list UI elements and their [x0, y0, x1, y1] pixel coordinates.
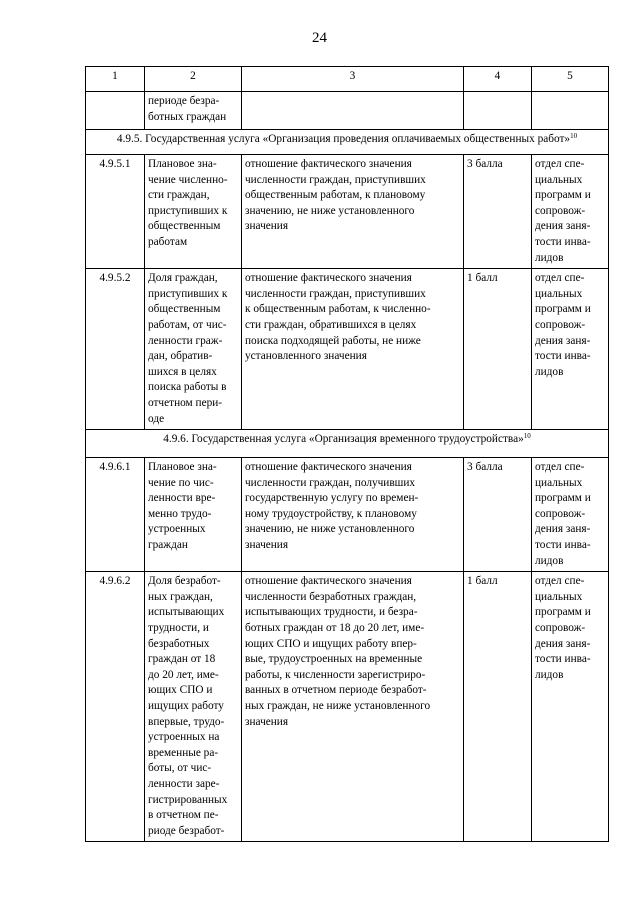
indicator-department: отдел спе- циальных программ и сопровож- дения заня- тости инва- лидов: [532, 458, 609, 572]
indicator-points: 1 балл: [464, 572, 532, 842]
continuation-row: [86, 92, 609, 130]
indicator-name: Доля граждан, приступивших к общественным работам, от чис- ленности граж- дан, обратив- шихся в целях поиска работы в отчетном пери- оде: [145, 269, 242, 430]
indicator-formula: отношение фактического значения численности граждан, получивших государственную услугу по времен- ному трудоустройству, к плановому значению, не ниже установленного значения: [242, 458, 464, 572]
indicator-formula: отношение фактического значения численности граждан, приступивших к общественным работам, к численно- сти граждан, обратившихся в целях поиска подходящей работы, не ниже установленного значения: [242, 269, 464, 430]
section-heading-row: [86, 430, 609, 458]
indicator-number: 4.9.6.1: [86, 458, 145, 572]
indicator-name: Плановое зна- чение по чис- ленности вре- менно трудо- устроенных граждан: [145, 458, 242, 572]
column-header-1: 1: [86, 67, 145, 92]
table-row: [86, 572, 609, 842]
indicator-name: Доля безработ- ных граждан, испытывающих трудности, и безработных граждан от 18 до 20 лет, име- ющих СПО и ищущих работу впервые, трудо- устроенных на временные ра- боты, от чис- ленности заре- гистрированных в отчетном пе- риоде безработ-: [145, 572, 242, 842]
indicator-points: 3 балла: [464, 458, 532, 572]
section-title: 4.9.5. Государственная услуга «Организация проведения оплачиваемых общественных работ»: [116, 133, 571, 145]
indicator-formula: отношение фактического значения численности граждан, приступивших общественным работам, к плановому значению, не ниже установленного значения: [242, 155, 464, 269]
indicator-name: Плановое зна- чение численно- сти граждан, приступивших к общественным работам: [145, 155, 242, 269]
footnote-marker: 10: [523, 432, 531, 441]
section-heading-4-9-6: [86, 430, 609, 458]
indicator-formula: отношение фактического значения численности безработных граждан, испытывающих трудности, и безра- ботных граждан от 18 до 20 лет, име- ющих СПО и ищущих работу впер- вые, трудоустроенных на временные работы, к численности зарегистриро- ванных в отчетном периоде безработ- ных граждан, не ниже установленного значения: [242, 572, 464, 842]
indicator-number: 4.9.5.2: [86, 269, 145, 430]
page-number: 24: [312, 30, 327, 46]
continuation-dept: [532, 92, 609, 130]
column-header-3: 3: [242, 67, 464, 92]
section-title: 4.9.6. Государственная услуга «Организация временного трудоустройства»: [163, 433, 524, 446]
table-row: [86, 155, 609, 269]
continuation-formula: [242, 92, 464, 130]
column-header-4: 4: [464, 67, 532, 92]
footnote-marker: 10: [570, 132, 578, 140]
table-header-row: [86, 67, 609, 92]
section-heading-4-9-5: [86, 130, 609, 155]
table-row: [86, 458, 609, 572]
indicator-department: отдел спе- циальных программ и сопровож- дения заня- тости инва- лидов: [532, 572, 609, 842]
indicator-department: отдел спе- циальных программ и сопровож- дения заня- тости инва- лидов: [532, 155, 609, 269]
continuation-number: [86, 92, 145, 130]
section-heading-row: [86, 130, 609, 155]
indicator-department: отдел спе- циальных программ и сопровож- дения заня- тости инва- лидов: [532, 269, 609, 430]
indicator-points: 1 балл: [464, 269, 532, 430]
indicator-number: 4.9.6.2: [86, 572, 145, 842]
indicators-table: [85, 66, 609, 842]
table-row: [86, 269, 609, 430]
indicator-number: 4.9.5.1: [86, 155, 145, 269]
column-header-2: 2: [145, 67, 242, 92]
continuation-name: периоде безра- ботных граждан: [145, 92, 242, 130]
indicator-points: 3 балла: [464, 155, 532, 269]
column-header-5: 5: [532, 67, 609, 92]
continuation-points: [464, 92, 532, 130]
